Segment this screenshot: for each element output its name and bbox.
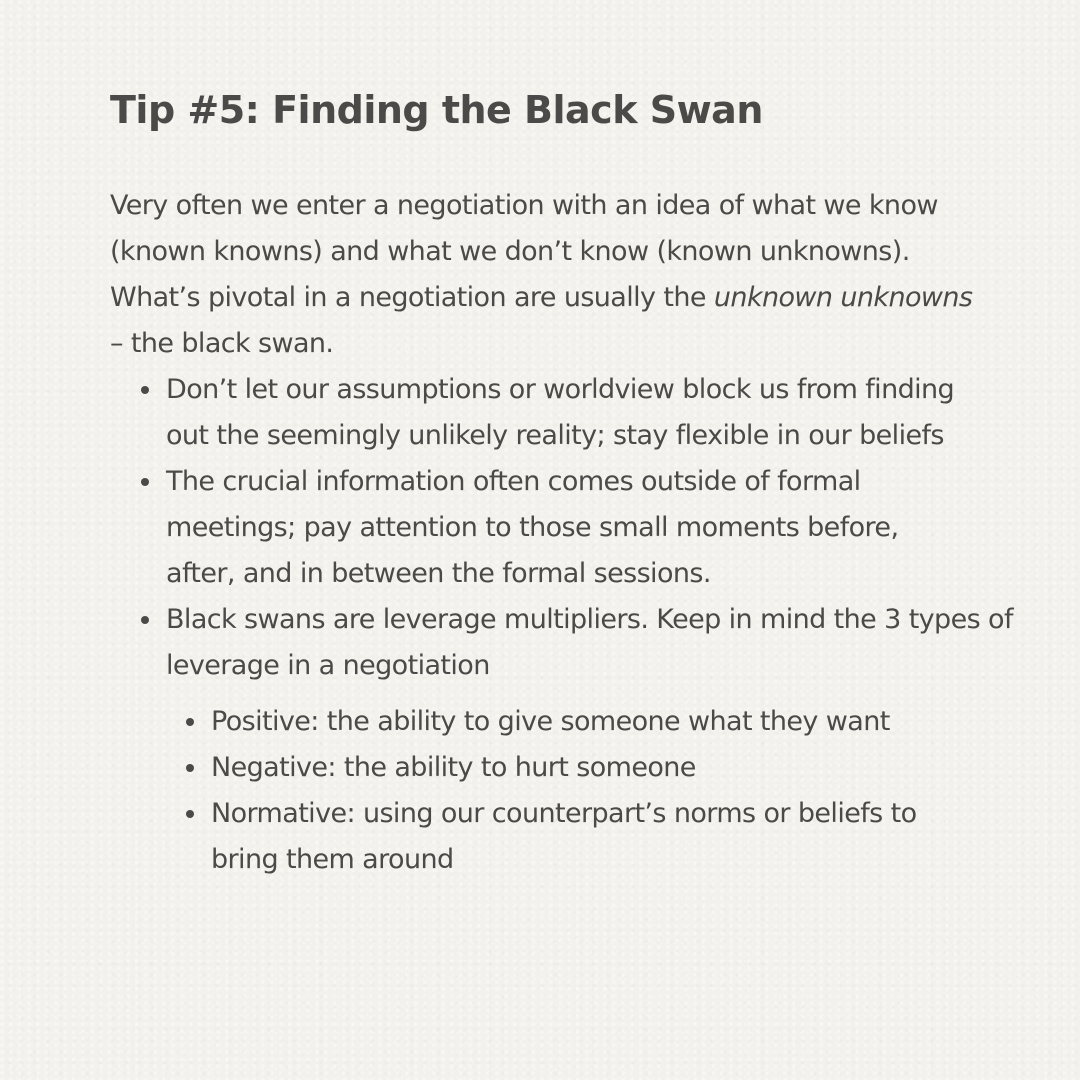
list-item bbox=[110, 597, 1050, 689]
intro-paragraph bbox=[110, 183, 1050, 367]
sub-list-item bbox=[110, 791, 1050, 883]
page-title: Tip #5: Finding the Black Swan bbox=[110, 88, 763, 132]
sub-list-item-text: Positive: the ability to give someone what they want bbox=[211, 706, 890, 737]
body-text bbox=[110, 183, 1050, 883]
list-item-text: after, and in between the formal sessions. bbox=[166, 558, 711, 589]
sub-list-item bbox=[110, 699, 1050, 745]
intro-line: – the black swan. bbox=[110, 328, 334, 359]
list-item bbox=[110, 367, 1050, 459]
sub-list-item bbox=[110, 745, 1050, 791]
list-item-text: Don’t let our assumptions or worldview block us from finding bbox=[166, 374, 955, 405]
intro-text: What’s pivotal in a negotiation are usually the bbox=[110, 282, 714, 313]
list-item-text: Black swans are leverage multipliers. Keep in mind the 3 types of bbox=[166, 604, 1013, 635]
list-item-text: The crucial information often comes outside of formal bbox=[166, 466, 861, 497]
intro-line: (known knowns) and what we don’t know (known unknowns). bbox=[110, 236, 910, 267]
bullet-list bbox=[110, 367, 1050, 689]
list-item-text: meetings; pay attention to those small moments before, bbox=[166, 512, 899, 543]
sub-bullet-list bbox=[110, 699, 1050, 883]
list-item-text: leverage in a negotiation bbox=[166, 650, 490, 681]
list-item bbox=[110, 459, 1050, 597]
intro-line bbox=[110, 275, 1050, 321]
sub-list-item-text: bring them around bbox=[211, 844, 454, 875]
intro-emphasis: unknown unknowns bbox=[713, 282, 973, 313]
intro-line: Very often we enter a negotiation with an idea of what we know bbox=[110, 190, 938, 221]
list-item-text: out the seemingly unlikely reality; stay flexible in our beliefs bbox=[166, 420, 944, 451]
sub-list-item-text: Negative: the ability to hurt someone bbox=[211, 752, 696, 783]
sub-list-item-text: Normative: using our counterpart’s norms or beliefs to bbox=[211, 798, 917, 829]
